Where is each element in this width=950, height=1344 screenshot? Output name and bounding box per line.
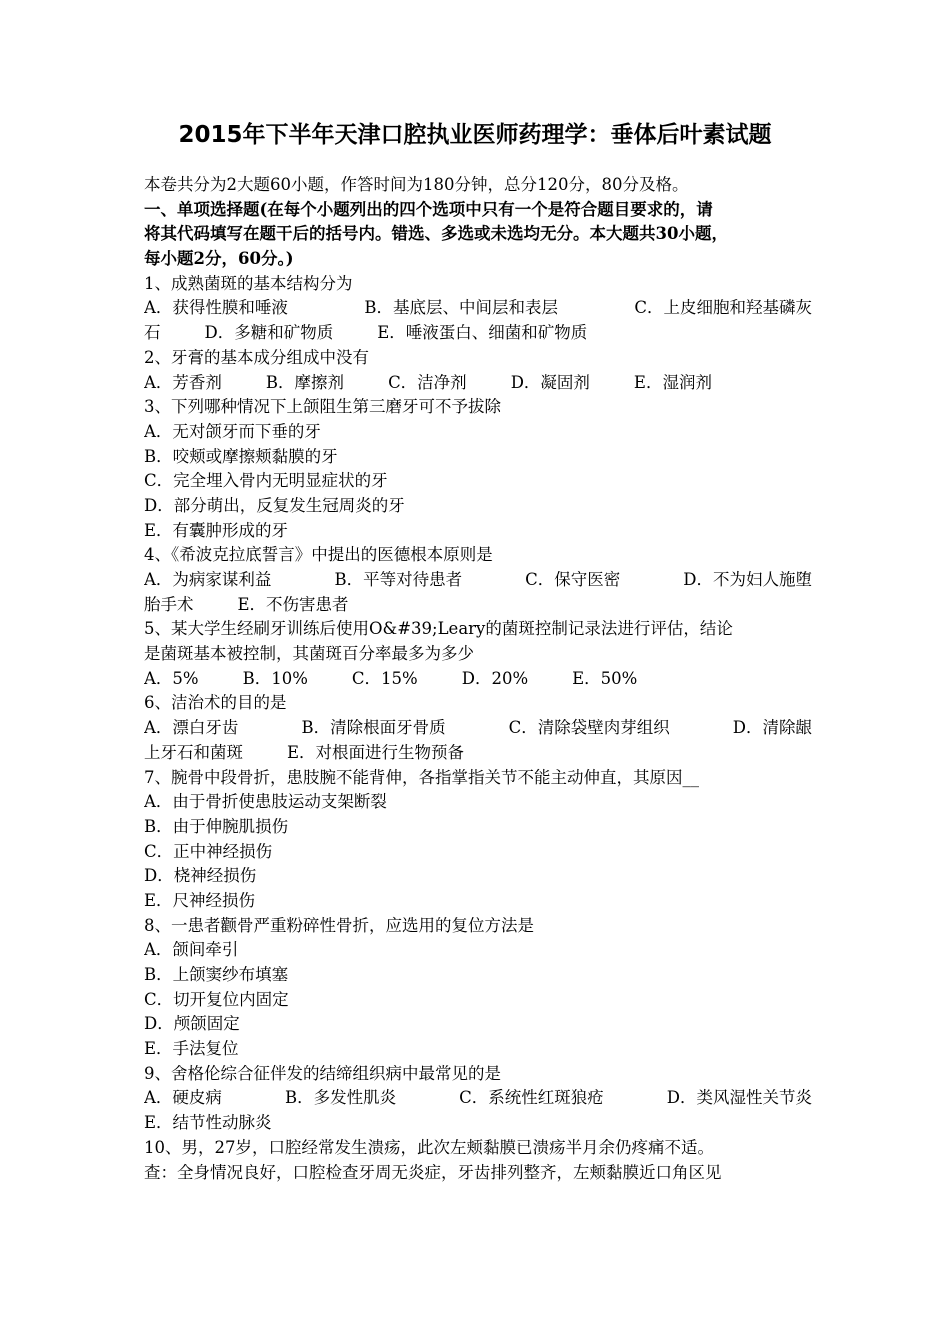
- option-row: [144, 593, 812, 618]
- option-row: [144, 321, 812, 346]
- option: 石: [144, 323, 161, 343]
- option: A．颌间牵引: [144, 940, 239, 960]
- option-row: [144, 667, 812, 692]
- option: C．切开复位内固定: [144, 989, 289, 1009]
- question-stem: 9、舍格伦综合征伴发的结缔组织病中最常见的是: [144, 1063, 501, 1083]
- option: C．保守医密: [525, 570, 621, 589]
- option: D．不为妇人施堕: [683, 570, 812, 589]
- option: D．20%: [461, 668, 529, 688]
- option: D．颅颌固定: [144, 1014, 240, 1034]
- option-row: [144, 371, 812, 396]
- exam-intro: 本卷共分为2大题60小题，作答时间为180分钟，总分120分，80分及格。: [144, 175, 689, 194]
- option: 胎手术: [144, 594, 194, 614]
- option: B．平等对待患者: [334, 570, 463, 589]
- document-body: [144, 173, 812, 1185]
- option: D．类风湿性关节炎: [666, 1088, 812, 1108]
- question-stem: 4、《希波克拉底誓言》中提出的医德根本原则是: [144, 545, 493, 565]
- option: C．清除袋壁肉芽组织: [508, 718, 670, 738]
- question-stem: 5、某大学生经刷牙训练后使用O&#39;Leary的菌斑控制记录法进行评估，结论: [144, 619, 733, 639]
- option: A．芳香剂: [144, 372, 222, 392]
- option: E．湿润剂: [633, 372, 712, 392]
- option: C．完全埋入骨内无明显症状的牙: [144, 471, 388, 491]
- option: A．无对颌牙而下垂的牙: [144, 421, 321, 441]
- option: A．硬皮病: [144, 1088, 222, 1108]
- option: E．50%: [572, 668, 638, 688]
- option-row: [144, 296, 812, 321]
- question-stem: 查：全身情况良好，口腔检查牙周无炎症，牙齿排列整齐，左颊黏膜近口角区见: [144, 1162, 722, 1182]
- option: A．漂白牙齿: [144, 718, 239, 738]
- option: B．由于伸腕肌损伤: [144, 816, 289, 836]
- option-row: [144, 1086, 812, 1111]
- option: E．尺神经损伤: [144, 890, 256, 910]
- option: B．摩擦剂: [265, 372, 345, 392]
- question-stem: 6、洁治术的目的是: [144, 693, 287, 713]
- option: E．唾液蛋白、细菌和矿物质: [377, 323, 588, 343]
- option: B．多发性肌炎: [284, 1088, 397, 1108]
- option: D．桡神经损伤: [144, 866, 257, 886]
- option: B．10%: [242, 668, 308, 688]
- question-stem: 8、一患者颧骨严重粉碎性骨折，应选用的复位方法是: [144, 915, 534, 935]
- option: B．清除根面牙骨质: [301, 718, 446, 738]
- section-heading-line: 将其代码填写在题干后的括号内。错选、多选或未选均无分。本大题共30小题，: [144, 224, 728, 244]
- section-heading-line: 每小题2分，60分。): [144, 249, 294, 269]
- option: E．不伤害患者: [237, 594, 349, 614]
- question-stem: 10、男，27岁，口腔经常发生溃疡，此次左颊黏膜已溃疡半月余仍疼痛不适。: [144, 1137, 714, 1157]
- option: C．上皮细胞和羟基磷灰: [634, 298, 812, 318]
- option-row: [144, 741, 812, 766]
- option: C．15%: [351, 668, 418, 688]
- option: 上牙石和菌斑: [144, 742, 243, 762]
- option: D．多糖和矿物质: [204, 323, 334, 343]
- option: A．5%: [144, 668, 199, 688]
- question-stem: 是菌斑基本被控制，其菌斑百分率最多为多少: [144, 644, 474, 664]
- question-stem: 2、牙膏的基本成分组成中没有: [144, 347, 369, 367]
- option: E．有囊肿形成的牙: [144, 520, 289, 540]
- option: C．系统性红斑狼疮: [459, 1088, 604, 1108]
- option-row: [144, 568, 812, 593]
- option: A．获得性膜和唾液: [144, 298, 288, 318]
- option: A．为病家谋利益: [144, 570, 272, 589]
- option: B．咬颊或摩擦颊黏膜的牙: [144, 446, 338, 466]
- option: A．由于骨折使患肢运动支架断裂: [144, 792, 387, 812]
- option: D．部分萌出，反复发生冠周炎的牙: [144, 495, 405, 515]
- option: E．结节性动脉炎: [144, 1113, 272, 1133]
- question-stem: 1、成熟菌斑的基本结构分为: [144, 273, 353, 293]
- question-stem: 3、下列哪种情况下上颌阻生第三磨牙可不予拔除: [144, 397, 501, 417]
- option: E．对根面进行生物预备: [287, 742, 465, 762]
- option: D．清除龈: [732, 718, 812, 738]
- section-heading-line: 一、单项选择题(在每个小题列出的四个选项中只有一个是符合题目要求的，请: [144, 199, 713, 219]
- option: E．手法复位: [144, 1039, 239, 1059]
- option-row: [144, 716, 812, 741]
- option: B．上颌窦纱布填塞: [144, 965, 289, 984]
- option: C．正中神经损伤: [144, 841, 273, 861]
- page-title: 2015年下半年天津口腔执业医师药理学：垂体后叶素试题: [178, 122, 772, 148]
- question-stem: 7、腕骨中段骨折，患肢腕不能背伸，各指掌指关节不能主动伸直，其原因__: [144, 767, 699, 787]
- option: C．洁净剂: [388, 372, 467, 392]
- option: B．基底层、中间层和表层: [364, 298, 558, 318]
- option: D．凝固剂: [510, 372, 590, 392]
